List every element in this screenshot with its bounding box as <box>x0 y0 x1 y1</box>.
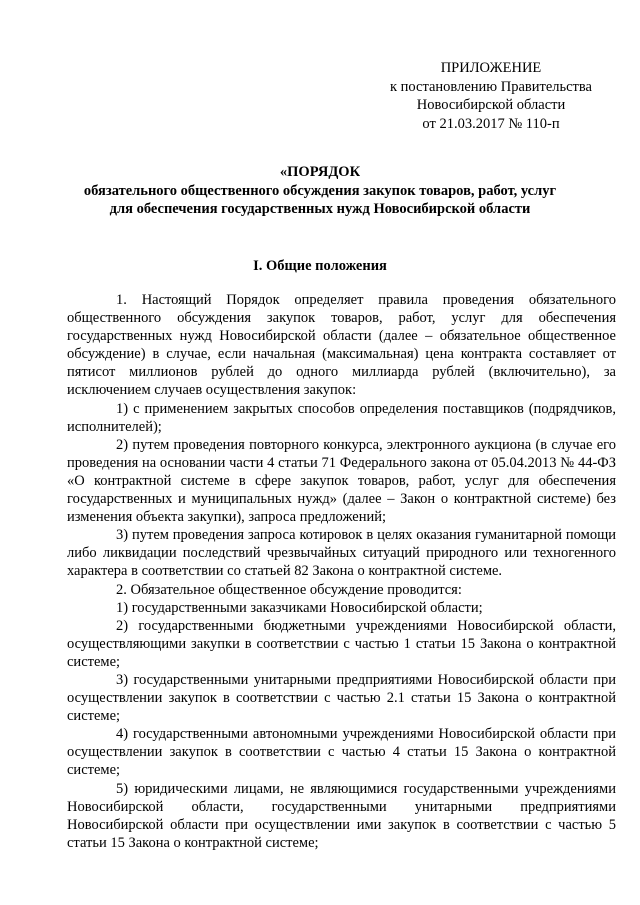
paragraph-1-3 <box>67 526 616 580</box>
section-heading: I. Общие положения <box>253 258 387 274</box>
paragraph-number: 2) <box>116 617 139 634</box>
paragraph-text: государственными автономными учреждениями Новосибирской области при осуществлении закупок в соответствии с частью 4 статьи 15 Закона о контрактной системе; <box>67 726 616 779</box>
paragraph-text: государственными унитарными предприятиями Новосибирской области при осуществлении закупок в соответствии с частью 2.1 статьи 15 Закона о контрактной системе; <box>67 671 616 725</box>
title-line-2: обязательного общественного обсуждения закупок товаров, работ, услуг <box>83 182 557 199</box>
paragraph-text: юридическими лицами, не являющимися государственными учреждениями Новосибирской области, государственными унитарными предприятиями Новосибирской области при осуществлении ими закупок в соответствии с частью 5 статьи 15 Закона о контрактной системе; <box>67 780 616 851</box>
appendix-region: Новосибирской области <box>416 97 566 113</box>
paragraph-2-1 <box>67 599 616 617</box>
paragraph-1-1 <box>67 400 616 436</box>
paragraph-number: 5) <box>116 780 135 797</box>
paragraph-2 <box>67 581 616 599</box>
paragraph-number: 1) <box>116 599 132 616</box>
paragraph-number: 4) <box>116 726 133 743</box>
paragraph-text: Обязательное общественное обсуждение проводится: <box>130 581 462 598</box>
paragraph-number: 2) <box>116 436 133 453</box>
paragraph-2-3 <box>67 671 616 725</box>
appendix-block <box>360 59 622 133</box>
appendix-resolution-ref: к постановлению Правительства <box>390 78 592 95</box>
paragraph-text: путем проведения повторного конкурса, электронного аукциона (в случае его проведения на основании части 4 статьи 71 Федерального закона от 05.04.2013 № 44-ФЗ «О контрактной системе в сфере закупок товаров, работ, услуг для обеспечения государственных и муниципальных нужд» (далее – Закон о контрактной системе) без изменения объекта закупки), запроса предложений; <box>67 436 616 526</box>
paragraph-number: 1. <box>116 292 142 308</box>
paragraph-number: 1) <box>116 400 134 417</box>
paragraph-text: с применением закрытых способов определения поставщиков (подрядчиков, исполнителей); <box>67 400 616 435</box>
paragraph-1-2 <box>67 436 616 526</box>
title-line-1: «ПОРЯДОК <box>279 164 361 180</box>
paragraph-text: государственными заказчиками Новосибирской области; <box>131 599 483 616</box>
paragraph-2-5 <box>67 780 616 852</box>
paragraph-text: государственными бюджетными учреждениями Новосибирской области, осуществляющими закупки в соответствии с частью 1 статьи 15 Закона о контрактной системе; <box>67 617 616 670</box>
paragraph-text: Настоящий Порядок определяет правила проведения обязательного общественного обсуждения закупок товаров, работ, услуг для обеспечения государственных нужд Новосибирской области (далее – обязательное общественное обсуждение) в случае, если начальная (максимальная) цена контракта составляет от пятисот миллионов рублей до одного миллиарда рублей (включительно), за исключением случаев осуществления закупок: <box>67 292 617 399</box>
paragraph-2-2 <box>67 617 616 671</box>
paragraph-1 <box>67 291 616 400</box>
appendix-date-number: от 21.03.2017 № 110-п <box>422 115 560 132</box>
document-title <box>40 163 600 219</box>
paragraph-number: 3) <box>116 527 132 544</box>
paragraph-2-4 <box>67 725 616 779</box>
paragraph-number: 2. <box>116 581 131 598</box>
appendix-label: ПРИЛОЖЕНИЕ <box>440 60 542 76</box>
paragraph-text: путем проведения запроса котировок в целях оказания гуманитарной помощи либо ликвидации последствий чрезвычайных ситуаций природного или техногенного характера в соответствии со статьей 82 Закона о контрактной системе. <box>67 527 616 580</box>
title-line-3: для обеспечения государственных нужд Новосибирской области <box>109 201 531 217</box>
paragraph-number: 3) <box>116 671 134 688</box>
document-body <box>67 291 616 852</box>
